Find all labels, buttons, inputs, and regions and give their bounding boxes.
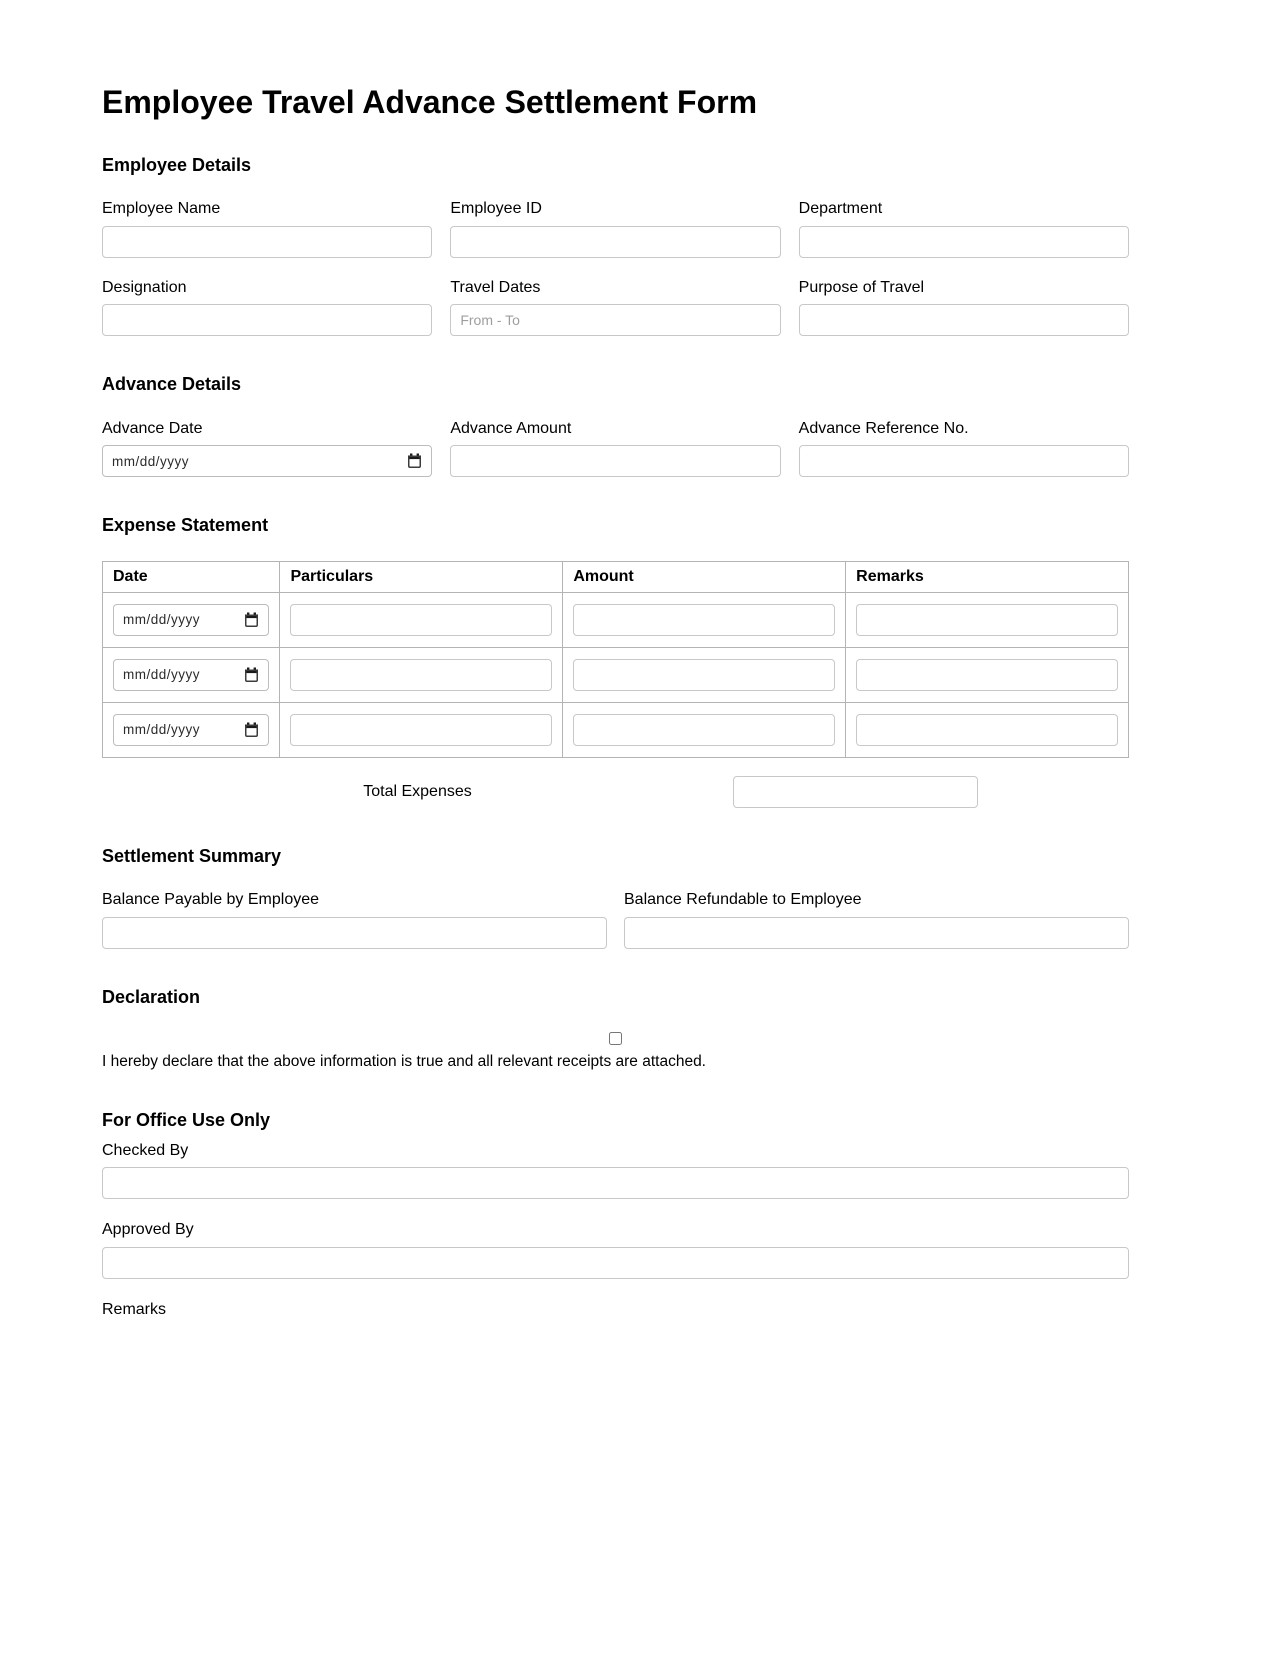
office-use-heading: For Office Use Only [102, 1110, 271, 1131]
date-format-text: mm/dd/yyyy [123, 667, 201, 683]
section-office-use [102, 1110, 1129, 1318]
advance-details-heading: Advance Details [102, 374, 242, 395]
page-title: Employee Travel Advance Settlement Form [102, 84, 758, 120]
expense-statement-heading: Expense Statement [102, 515, 269, 536]
field-employee-id [450, 200, 780, 257]
designation-input[interactable] [102, 304, 432, 336]
declaration-text: I hereby declare that the above information is true and all relevant receipts are attached. [102, 1053, 706, 1071]
expense-remarks-input-3[interactable] [856, 714, 1118, 746]
field-approved-by [102, 1221, 1129, 1278]
expense-row [103, 592, 1129, 647]
field-advance-amount [450, 420, 780, 477]
expense-table-header-row [103, 561, 1129, 592]
purpose-of-travel-label: Purpose of Travel [798, 278, 925, 296]
balance-payable-input[interactable] [102, 917, 607, 949]
travel-dates-input[interactable] [450, 304, 780, 336]
advance-reference-label: Advance Reference No. [798, 419, 969, 437]
expense-table [102, 561, 1129, 758]
department-label: Department [798, 200, 883, 218]
expense-amount-input-3[interactable] [573, 714, 835, 746]
settlement-summary-heading: Settlement Summary [102, 845, 282, 866]
total-expenses-input[interactable] [733, 776, 978, 808]
section-expense-statement [102, 515, 1129, 808]
expense-date-input-2[interactable] [113, 659, 269, 691]
balance-refundable-label: Balance Refundable to Employee [624, 891, 862, 909]
approved-by-input[interactable] [102, 1247, 1129, 1279]
section-declaration [102, 987, 1129, 1073]
field-advance-date [102, 420, 432, 477]
calendar-icon[interactable] [244, 612, 259, 628]
employee-details-heading: Employee Details [102, 154, 252, 175]
col-header-amount: Amount [563, 561, 846, 592]
field-advance-reference [799, 420, 1129, 477]
calendar-icon[interactable] [244, 722, 259, 738]
advance-amount-input[interactable] [450, 445, 780, 477]
date-format-text: mm/dd/yyyy [112, 453, 190, 469]
col-header-date: Date [103, 561, 280, 592]
purpose-of-travel-input[interactable] [799, 304, 1129, 336]
total-expenses-label: Total Expenses [363, 782, 472, 800]
checked-by-label: Checked By [102, 1142, 189, 1160]
col-header-particulars: Particulars [280, 561, 563, 592]
checked-by-input[interactable] [102, 1167, 1129, 1199]
advance-date-input[interactable] [102, 445, 432, 477]
field-balance-payable [102, 891, 607, 948]
employee-name-label: Employee Name [102, 200, 221, 218]
calendar-icon[interactable] [407, 453, 422, 469]
balance-payable-label: Balance Payable by Employee [102, 891, 320, 909]
travel-advance-settlement-form [102, 0, 1129, 1659]
expense-date-input-1[interactable] [113, 604, 269, 636]
field-department [799, 200, 1129, 257]
calendar-icon[interactable] [244, 667, 259, 683]
advance-date-label: Advance Date [102, 419, 203, 437]
section-advance-details [102, 374, 1129, 477]
declaration-heading: Declaration [102, 986, 201, 1007]
travel-dates-label: Travel Dates [450, 278, 541, 296]
expense-date-input-3[interactable] [113, 714, 269, 746]
remarks-label: Remarks [102, 1300, 167, 1318]
balance-refundable-input[interactable] [624, 917, 1129, 949]
expense-remarks-input-1[interactable] [856, 604, 1118, 636]
approved-by-label: Approved By [102, 1221, 194, 1239]
expense-amount-input-2[interactable] [573, 659, 835, 691]
expense-row [103, 647, 1129, 702]
expense-particulars-input-3[interactable] [290, 714, 552, 746]
expense-remarks-input-2[interactable] [856, 659, 1118, 691]
field-employee-name [102, 200, 432, 257]
section-employee-details [102, 155, 1129, 336]
declaration-checkbox[interactable] [609, 1032, 622, 1045]
section-settlement-summary [102, 846, 1129, 949]
field-designation [102, 279, 432, 336]
field-travel-dates [450, 279, 780, 336]
col-header-remarks: Remarks [846, 561, 1129, 592]
date-format-text: mm/dd/yyyy [123, 612, 201, 628]
field-balance-refundable [624, 891, 1129, 948]
department-input[interactable] [799, 226, 1129, 258]
field-purpose-of-travel [799, 279, 1129, 336]
expense-row [103, 702, 1129, 757]
employee-name-input[interactable] [102, 226, 432, 258]
date-format-text: mm/dd/yyyy [123, 722, 201, 738]
total-expenses-row [102, 776, 1129, 808]
field-checked-by [102, 1142, 1129, 1199]
expense-particulars-input-1[interactable] [290, 604, 552, 636]
expense-particulars-input-2[interactable] [290, 659, 552, 691]
advance-amount-label: Advance Amount [450, 419, 572, 437]
advance-reference-input[interactable] [799, 445, 1129, 477]
designation-label: Designation [102, 278, 187, 296]
expense-amount-input-1[interactable] [573, 604, 835, 636]
employee-id-input[interactable] [450, 226, 780, 258]
employee-id-label: Employee ID [450, 200, 542, 218]
